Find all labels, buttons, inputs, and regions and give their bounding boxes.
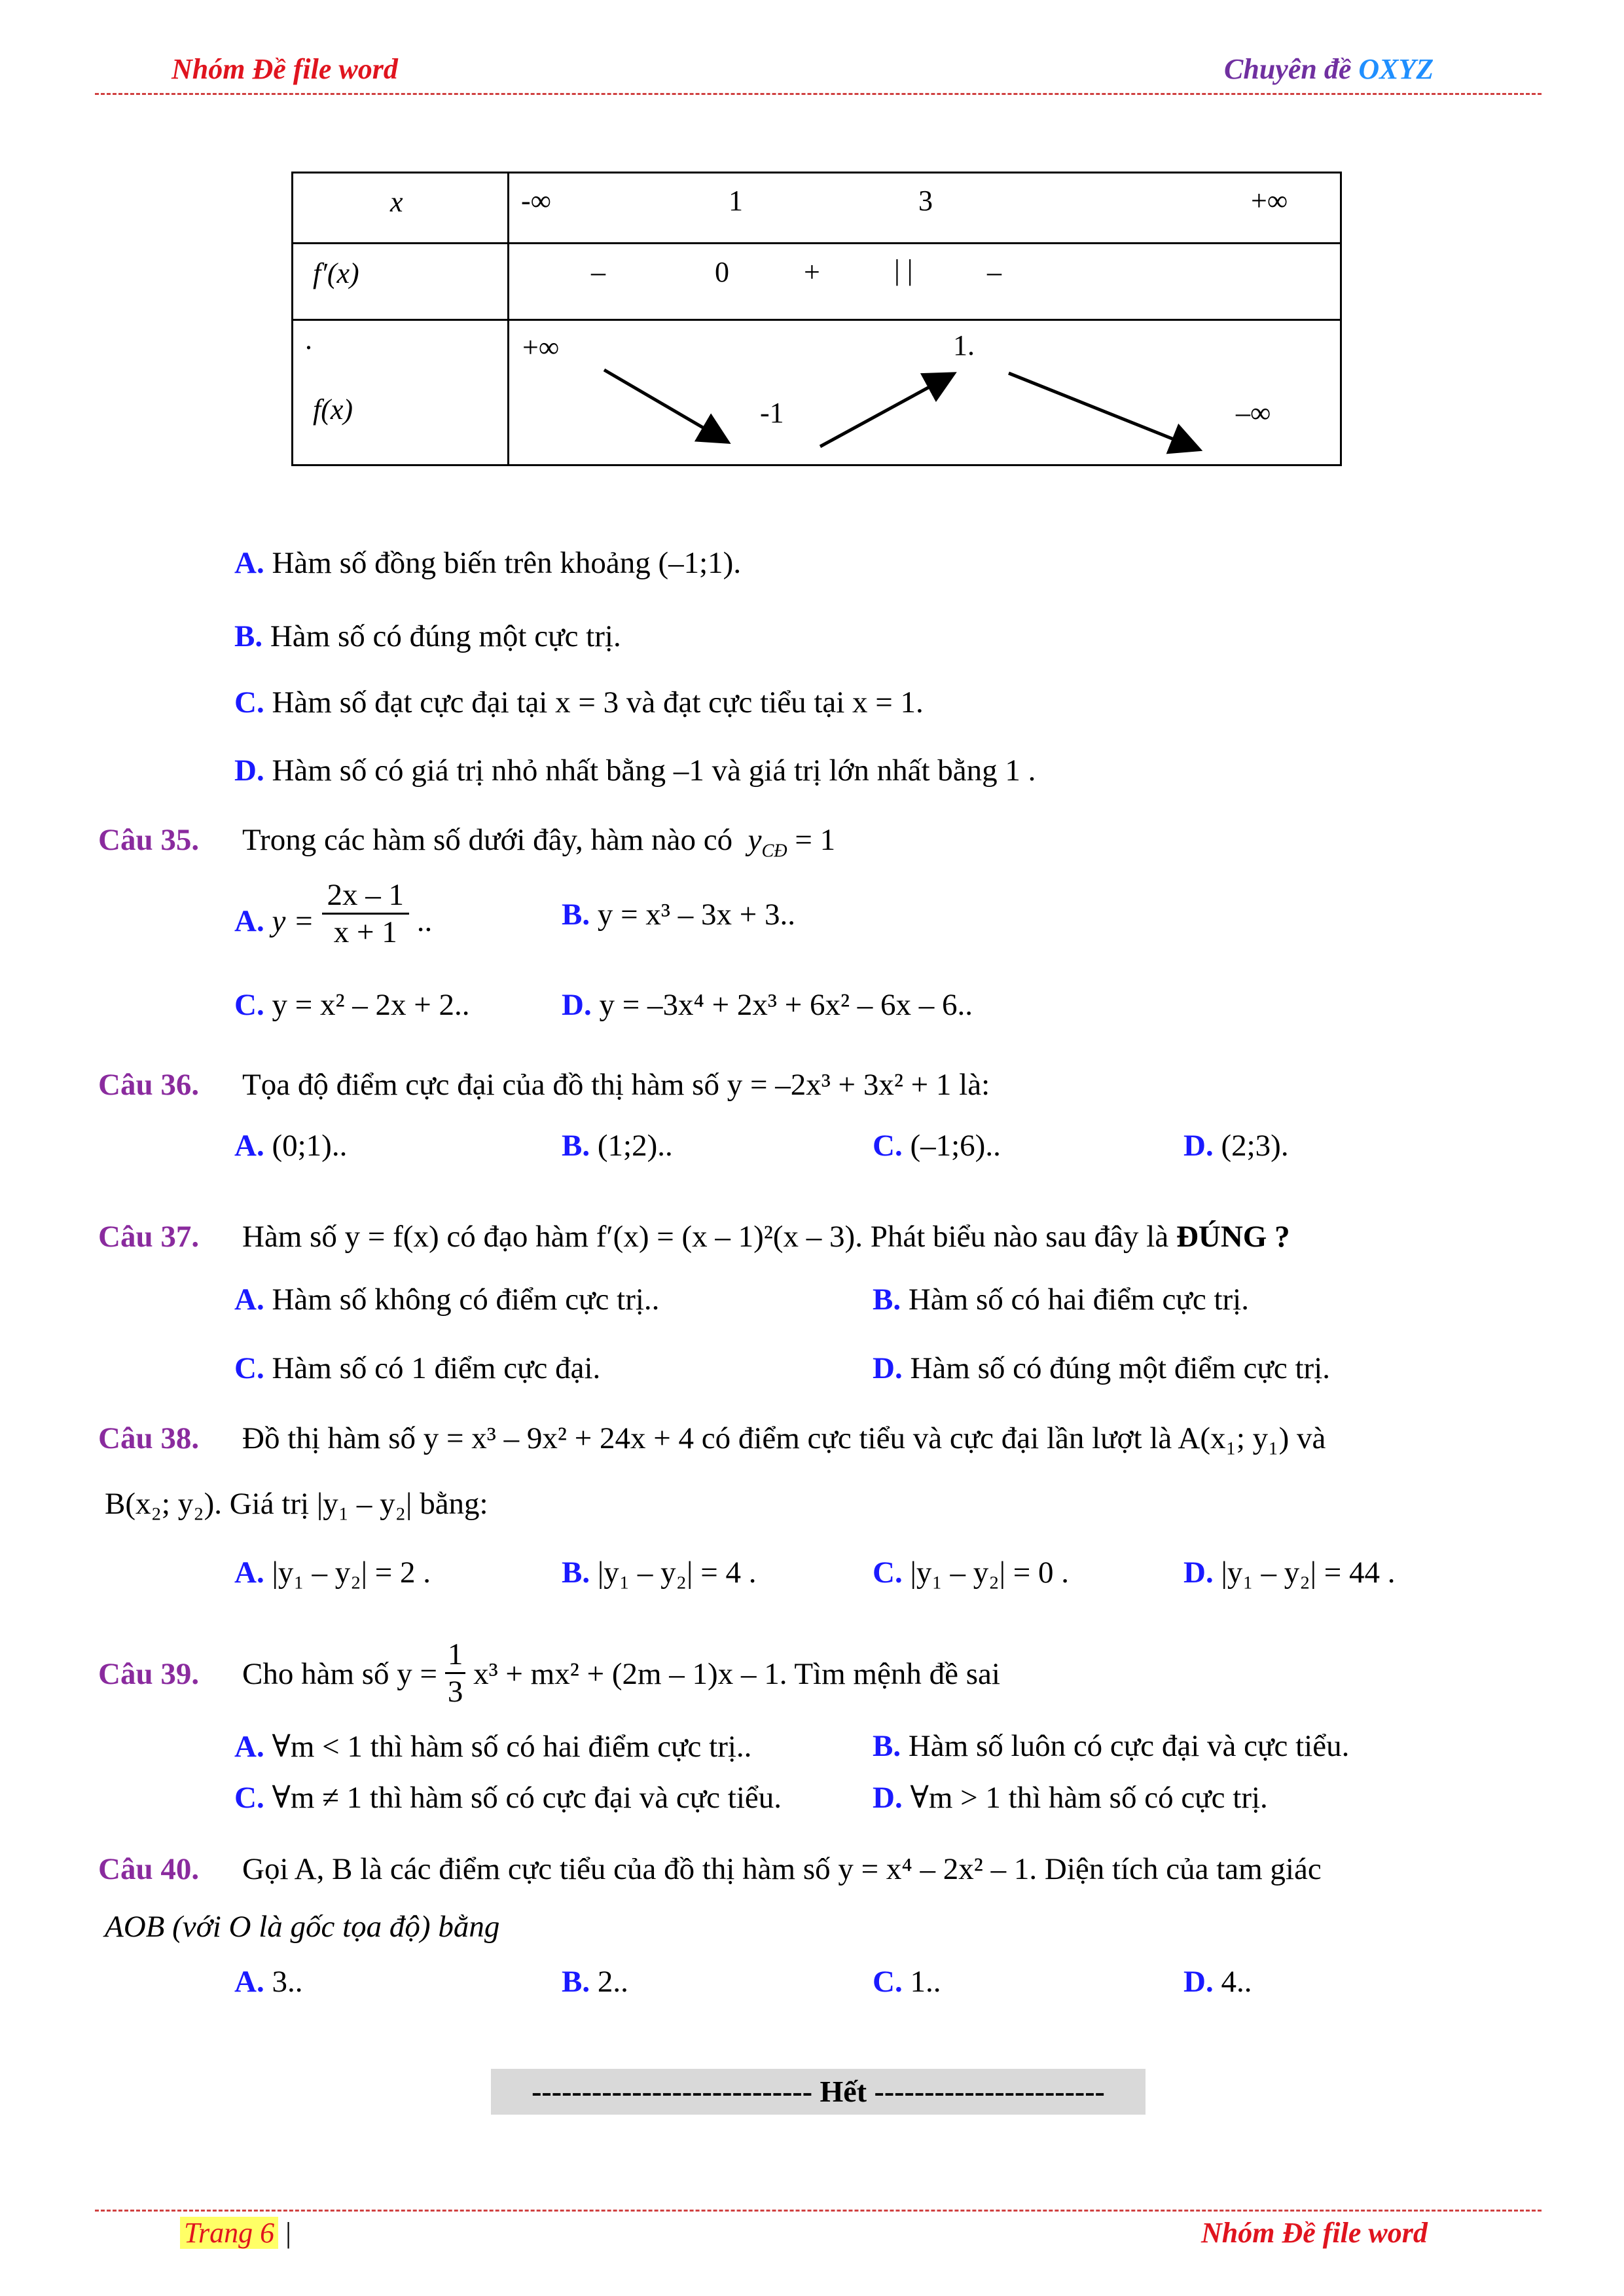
footer-right: Nhóm Đề file word: [1201, 2217, 1428, 2249]
question-number: Câu 35.: [98, 823, 200, 857]
fprime-sign: 0: [715, 256, 729, 288]
x-value: 1: [729, 185, 743, 217]
f-dot: .: [305, 323, 312, 355]
end-mark: ---------------------------- Hết -----------------------: [532, 2075, 1105, 2108]
x-value: -∞: [521, 185, 552, 217]
variation-table: [291, 172, 1342, 466]
answer-option: C. y = x² – 2x + 2..: [234, 988, 470, 1022]
question-text-line2: B(x₂; y₂). Giá trị |y₁ – y₂| bằng:: [105, 1487, 488, 1521]
question-number: Câu 37.: [98, 1220, 200, 1254]
f-label: f(x): [313, 393, 353, 426]
question-text-line2: AOB (với O là gốc tọa độ) bằng: [105, 1910, 500, 1944]
answer-option: B. 2..: [562, 1965, 628, 1999]
answer-option: B. (1;2)..: [562, 1129, 673, 1163]
answer-option: C. 1..: [873, 1965, 941, 1999]
answer-option: D. (2;3).: [1183, 1129, 1289, 1163]
question-text: Đồ thị hàm số y = x³ – 9x² + 24x + 4 có điểm cực tiểu và cực đại lần lượt là A(x₁; y₁) và: [242, 1421, 1326, 1455]
question-text: Cho hàm số y = $\frac{1}{3}$ x³ + mx² + (2m – 1)x – 1. Tìm mệnh đề sai: [242, 1637, 1000, 1709]
question-text: Hàm số y = f(x) có đạo hàm f′(x) = (x – 1)²(x – 3). Phát biểu nào sau đây là ĐÚNG ?: [242, 1220, 1290, 1254]
question-number: Câu 36.: [98, 1068, 200, 1102]
answer-option: A. y = $\frac{2x - 1}{x + 1}$ ..: [234, 878, 433, 949]
answer-option: D. Hàm số có giá trị nhỏ nhất bằng –1 và giá trị lớn nhất bằng 1 .: [234, 754, 1036, 788]
answer-option: B. y = x³ – 3x + 3..: [562, 898, 795, 932]
x-value: 3: [918, 185, 933, 217]
answer-option: D. 4..: [1183, 1965, 1252, 1999]
x-label: x: [390, 186, 403, 218]
decreasing-arrow: [604, 370, 725, 441]
page-number: Trang 6: [180, 2217, 278, 2249]
answer-option: A. (0;1)..: [234, 1129, 348, 1163]
fprime-sign: | |: [894, 254, 913, 286]
footer-page: [180, 2216, 291, 2250]
question-number: Câu 39.: [98, 1657, 200, 1691]
question-number: Câu 40.: [98, 1852, 200, 1886]
answer-option: D. |y₁ – y₂| = 44 .: [1183, 1556, 1396, 1590]
answer-option: C. Hàm số có 1 điểm cực đại.: [234, 1351, 601, 1385]
x-value: +∞: [1251, 185, 1288, 217]
answer-option: B. |y₁ – y₂| = 4 .: [562, 1556, 757, 1590]
header-right: [1224, 52, 1434, 86]
answer-option: C. ∀m ≠ 1 thì hàm số có cực đại và cực tiểu.: [234, 1781, 782, 1815]
question-text: Gọi A, B là các điểm cực tiểu của đồ thị hàm số y = x⁴ – 2x² – 1. Diện tích của tam giác: [242, 1852, 1322, 1886]
decreasing-arrow: [1009, 373, 1197, 448]
fprime-label: f′(x): [313, 257, 359, 289]
answer-option: A. 3..: [234, 1965, 303, 1999]
answer-option: B. Hàm số luôn có cực đại và cực tiểu.: [873, 1729, 1350, 1763]
answer-option: A. Hàm số không có điểm cực trị..: [234, 1283, 660, 1317]
fprime-sign: –: [987, 256, 1001, 288]
increasing-arrow: [820, 375, 951, 446]
answer-option: D. y = –3x⁴ + 2x³ + 6x² – 6x – 6..: [562, 988, 973, 1022]
header-divider: [95, 93, 1542, 95]
footer-separator: |: [285, 2217, 291, 2249]
answer-option: B. Hàm số có hai điểm cực trị.: [873, 1283, 1249, 1317]
answer-option: B. Hàm số có đúng một cực trị.: [234, 619, 621, 653]
header-left: Nhóm Đề file word: [171, 53, 398, 85]
f-value: -1: [760, 397, 784, 429]
header-right-prefix: Chuyên đề: [1224, 53, 1359, 85]
footer-divider: [95, 2210, 1542, 2212]
question-number: Câu 38.: [98, 1421, 200, 1455]
fprime-sign: –: [591, 256, 605, 288]
answer-option: A. Hàm số đồng biến trên khoảng (–1;1).: [234, 546, 742, 580]
f-value: –∞: [1236, 397, 1271, 429]
answer-option: C. (–1;6)..: [873, 1129, 1001, 1163]
answer-option: D. ∀m > 1 thì hàm số có cực trị.: [873, 1781, 1268, 1815]
answer-option: A. ∀m < 1 thì hàm số có hai điểm cực trị..: [234, 1730, 752, 1764]
f-value: 1.: [953, 329, 975, 361]
answer-option: A. |y₁ – y₂| = 2 .: [234, 1556, 431, 1590]
question-text: Tọa độ điểm cực đại của đồ thị hàm số y = –2x³ + 3x² + 1 là:: [242, 1068, 990, 1102]
header-right-accent: OXYZ: [1358, 53, 1434, 85]
question-text: Trong các hàm số dưới đây, hàm nào có $y_{CĐ} = 1$: [242, 823, 836, 862]
answer-option: D. Hàm số có đúng một điểm cực trị.: [873, 1351, 1331, 1385]
fprime-sign: +: [804, 256, 820, 288]
answer-option: C. |y₁ – y₂| = 0 .: [873, 1556, 1070, 1590]
answer-option: C. Hàm số đạt cực đại tại x = 3 và đạt cực tiểu tại x = 1.: [234, 685, 924, 720]
f-value: +∞: [522, 331, 560, 363]
variation-arrows: [293, 173, 1341, 465]
